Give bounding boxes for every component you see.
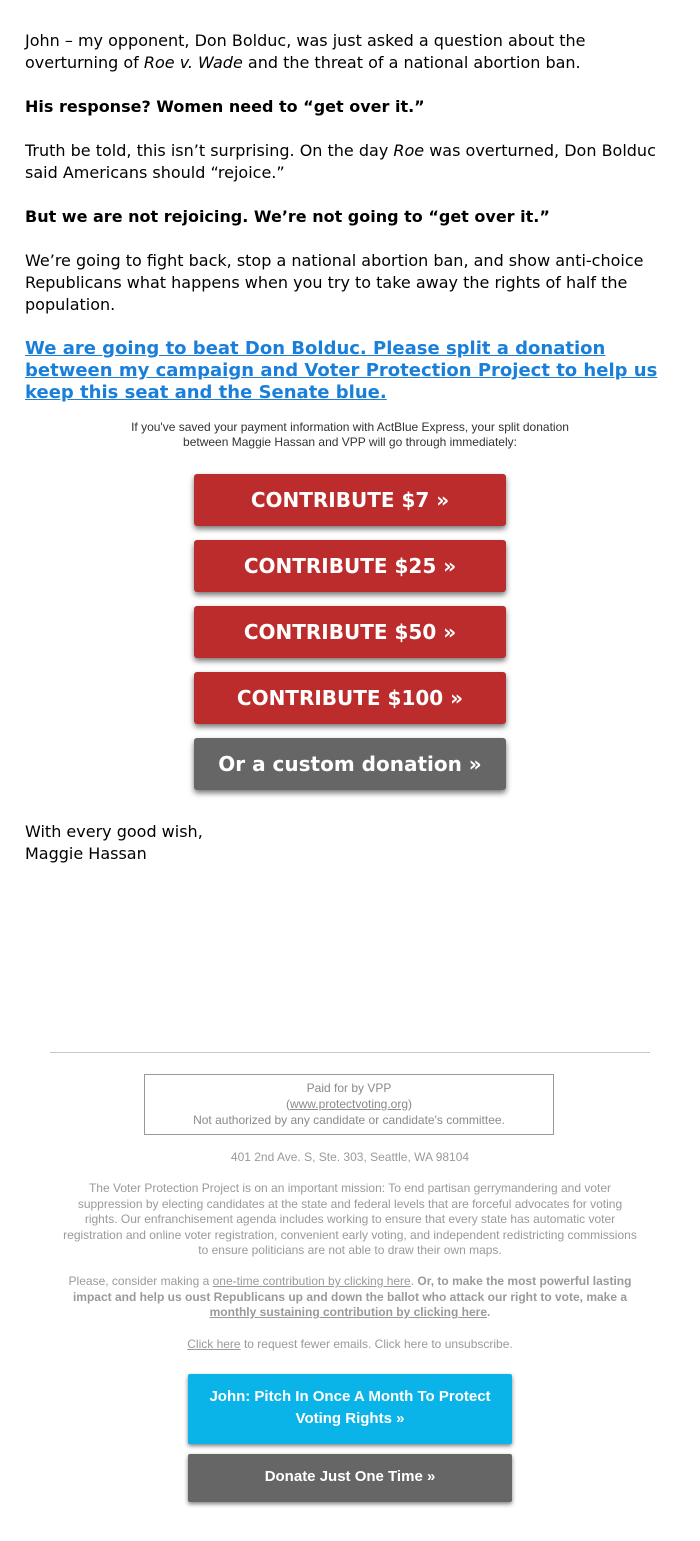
letter-paragraph-2: His response? Women need to “get over it.” <box>25 97 425 116</box>
actblue-express-note: If you've saved your payment information with ActBlue Express, your split donation between Maggie Hassan and VPP will go through immediately: <box>131 420 569 449</box>
split-donation-link[interactable]: We are going to beat Don Bolduc. Please split a donation between my campaign and Voter Protection Project to help us keep this seat and the Senate blue. <box>25 338 658 403</box>
signoff-closing: With every good wish, <box>25 822 203 841</box>
letter-paragraph-4: But we are not rejoicing. We’re not going to “get over it.” <box>25 207 550 226</box>
footer-address: 401 2nd Ave. S, Ste. 303, Seattle, WA 98104 <box>230 1150 470 1164</box>
not-authorized-line: Not authorized by any candidate or candidate's committee. <box>193 1113 505 1127</box>
footer-unsubscribe: Click here to request fewer emails. Click here to unsubscribe. <box>187 1337 513 1351</box>
monthly-contribution-link[interactable]: monthly sustaining contribution by clicking here <box>209 1305 487 1319</box>
custom-donation-button[interactable]: Or a custom donation » <box>194 738 506 790</box>
paid-for-box <box>144 1074 554 1135</box>
contribute-7-button[interactable]: CONTRIBUTE $7 » <box>194 474 506 526</box>
monthly-donation-button[interactable]: John: Pitch In Once A Month To Protect Voting Rights » <box>188 1374 512 1444</box>
footer-consider: Please, consider making a one-time contribution by clicking here. Or, to make the most powerful lasting impact and help us oust Republicans up and down the ballot who attack our right to vote, make a monthly sustaining contribution by clicking here. <box>68 1274 632 1319</box>
paid-for-line: Paid for by VPP <box>306 1081 392 1095</box>
contribute-25-button[interactable]: CONTRIBUTE $25 » <box>194 540 506 592</box>
one-time-donation-button[interactable]: Donate Just One Time » <box>188 1454 512 1502</box>
paid-for-url-line: (www.protectvoting.org) <box>285 1097 413 1111</box>
fewer-emails-link[interactable]: Click here <box>187 1337 241 1351</box>
contribute-50-button[interactable]: CONTRIBUTE $50 » <box>194 606 506 658</box>
signoff <box>25 821 203 865</box>
footer-divider <box>50 1052 650 1053</box>
footer-mission: The Voter Protection Project is on an important mission: To end partisan gerrymandering and voter suppression by electing candidates at the state and federal levels that are forceful advocates for voting rights. Our enfranchisement agenda includes working to ensure that every state has automatic voter registration and online voter registration, convenient early voting, and independent redistricting commissions to ensure politicians are not able to draw their own maps. <box>63 1181 637 1257</box>
letter-paragraph-5: We’re going to fight back, stop a national abortion ban, and show anti-choice Republicans what happens when you try to take away the rights of half the population. <box>25 251 644 314</box>
letter-paragraph-3: Truth be told, this isn’t surprising. On the day Roe was overturned, Don Bolduc said Americans should “rejoice.” <box>25 141 656 182</box>
one-time-contribution-link[interactable]: one-time contribution by clicking here <box>212 1274 411 1288</box>
contribute-100-button[interactable]: CONTRIBUTE $100 » <box>194 672 506 724</box>
vpp-website-link[interactable]: www.protectvoting.org <box>289 1097 409 1111</box>
signoff-name: Maggie Hassan <box>25 844 147 863</box>
letter-paragraph-1: John – my opponent, Don Bolduc, was just asked a question about the overturning of Roe v. Wade and the threat of a national abortion ban. <box>25 31 586 72</box>
